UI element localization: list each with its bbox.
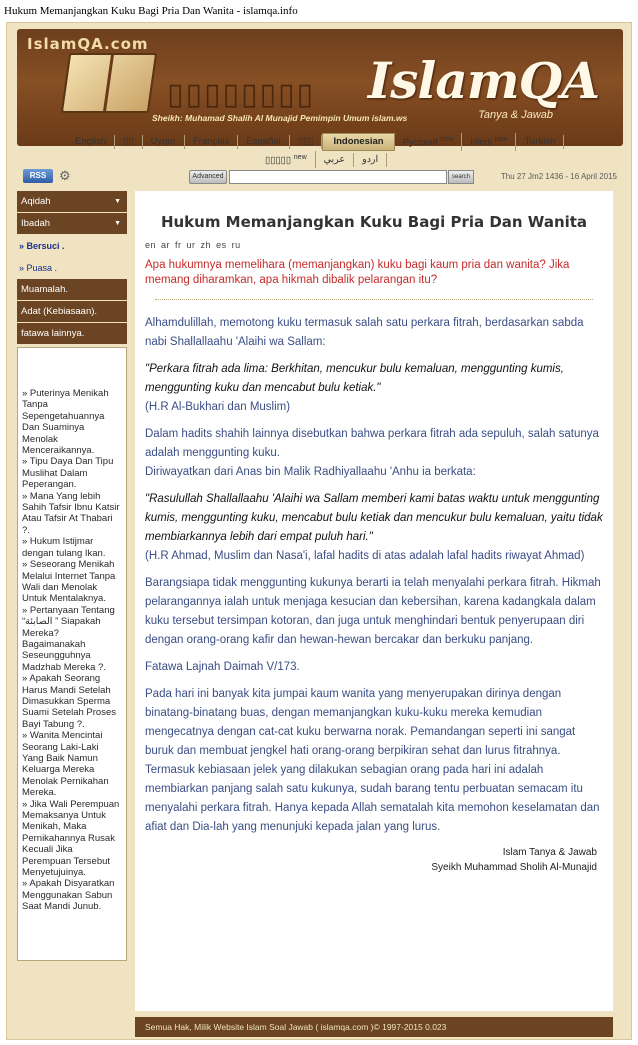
language-label: Español xyxy=(246,136,281,147)
related-questions-list xyxy=(17,347,127,961)
language-link[interactable] xyxy=(354,153,387,167)
language-link[interactable] xyxy=(67,135,115,149)
chevron-down-icon: ▼ xyxy=(114,198,121,205)
related-question-link[interactable]: » Hukum Istijmar dengan tulang Ikan. xyxy=(22,536,106,559)
sidebar-item-label: Ibadah xyxy=(21,218,51,229)
language-label: Русский xyxy=(402,137,438,149)
language-link[interactable] xyxy=(257,151,316,168)
related-question-link[interactable]: » Apakah Seorang Harus Mandi Setelah Dimasukkan Sperma Suami Setelah Proses Bayi Tabung ?. xyxy=(22,673,116,730)
hadith-source: (H.R Al-Bukhari dan Muslim) xyxy=(145,401,291,413)
site-name[interactable]: IslamQA.com xyxy=(27,35,149,53)
related-question-link[interactable]: » Mana Yang lebih Sahih Tafsir Ibnu Katsir Atau Tafsir At Thabari ?. xyxy=(22,490,120,536)
related-question-link[interactable]: » Jika Wali Perempuan Memaksanya Untuk Menikah, Maka Pernikahannya Rusak Kecuali Jika Perempuan Tersebut Menyetujuinya. xyxy=(22,798,120,879)
language-link[interactable] xyxy=(395,133,463,150)
quote-text: "Rasulullah Shallallaahu 'Alaihi wa Sallam memberi kami batas waktu untuk menggunting kumis, menggunting kuku, mencabut bulu ketiak dan mencukur bulu kemaluan, yaitu tidak membiarkannya lebih dari empat puluh hari." xyxy=(145,493,603,543)
lang-link-en[interactable]: en xyxy=(145,240,157,250)
lang-link-es[interactable]: es xyxy=(216,240,227,250)
language-link[interactable] xyxy=(462,133,516,150)
new-badge: new xyxy=(293,154,307,161)
language-label: Français xyxy=(192,136,230,147)
paragraph-text: Diriwayatkan dari Anas bin Malik Radhiyallaahu 'Anhu ia berkata: xyxy=(145,466,476,478)
sidebar-item-label: Aqidah xyxy=(21,196,51,207)
language-label: ▯▯▯▯▯ xyxy=(265,155,292,167)
answer-paragraph: Alhamdulillah, memotong kuku termasuk salah satu perkara fitrah, berdasarkan sabda nabi Shallallaahu 'Alaihi wa Sallam: xyxy=(145,317,584,348)
language-bar xyxy=(17,131,623,167)
quote-text: "Perkara fitrah ada lima: Berkhitan, mencukur bulu kemaluan, menggunting kumis, menggunting kuku dan mencabut bulu ketiak." xyxy=(145,363,564,394)
question-text: Apa hukumnya memelihara (memanjangkan) kuku bagi kaum pria dan wanita? Jika memang diharamkan, apa hikmah dibalik pelarangan itu? xyxy=(145,259,570,286)
sidebar-item-puasa[interactable]: » Puasa . xyxy=(17,257,127,279)
language-label: Uygur xyxy=(150,136,176,147)
related-question-link[interactable]: » Tipu Daya Dan Tipu Muslihat Dalam Peperangan. xyxy=(22,456,114,491)
article-language-links xyxy=(145,240,603,250)
article-content xyxy=(135,191,613,1011)
language-label: Hindi xyxy=(470,137,492,149)
language-label: Indonesian xyxy=(333,136,384,147)
lang-link-zh[interactable]: zh xyxy=(200,240,212,250)
related-question-link[interactable]: » Wanita Mencintai Seorang Laki-Laki Yang Baik Namun Keluarga Mereka Menolak Pernikahan Mereka. xyxy=(22,730,109,799)
rss-button[interactable]: RSS xyxy=(23,169,53,183)
paragraph-text: Dalam hadits shahih lainnya disebutkan bahwa perkara fitrah ada sepuluh, salah satunya adalah menggunting kuku. xyxy=(145,428,599,459)
islamqa-logo[interactable]: IslamQA xyxy=(367,51,599,110)
language-label: ▯▯▯ xyxy=(297,136,314,147)
divider xyxy=(155,299,593,300)
new-badge: new xyxy=(494,136,508,144)
tools-icon[interactable]: ⚙ xyxy=(59,168,71,183)
language-link[interactable] xyxy=(290,135,323,149)
lang-link-ru[interactable]: ru xyxy=(231,240,241,250)
related-question-link[interactable]: » Pertanyaan Tentang “الصابئة ” Siapakah Mereka? Bagaimanakah Seseungguhnya Madzhab Mereka ?. xyxy=(22,604,115,673)
answer-paragraph xyxy=(145,425,603,482)
language-label: English xyxy=(75,136,107,147)
lang-link-ur[interactable]: ur xyxy=(186,240,196,250)
search-input[interactable] xyxy=(229,170,447,184)
language-link[interactable] xyxy=(115,135,142,149)
language-link[interactable] xyxy=(185,135,238,149)
sidebar-item-fatawa[interactable]: fatawa lainnya. xyxy=(17,323,127,345)
search-toolbar xyxy=(17,167,623,187)
window-title: Hukum Memanjangkan Kuku Bagi Pria Dan Wanita - islamqa.info xyxy=(4,5,298,17)
arabic-calligraphy: ▯▯▯▯▯▯▯▯ xyxy=(167,77,316,112)
language-link[interactable] xyxy=(143,135,185,149)
new-badge: new xyxy=(440,136,454,144)
language-link[interactable] xyxy=(238,135,289,149)
sidebar-item-muamalah[interactable]: Muamalah. xyxy=(17,279,127,301)
signature-org: Islam Tanya & Jawab xyxy=(502,847,597,858)
language-link[interactable] xyxy=(316,153,354,167)
related-question-link[interactable]: » Puterinya Menikah Tanpa Sepengetahuannya Dan Suaminya Menolak Menceraikannya. xyxy=(22,388,109,457)
language-link[interactable] xyxy=(322,133,394,151)
page-frame xyxy=(6,22,632,1040)
advanced-search-button[interactable]: Advanced xyxy=(189,170,227,184)
search-button[interactable]: search xyxy=(448,170,474,184)
language-row-1 xyxy=(67,133,564,151)
date-display: Thu 27 Jm2 1436 - 16 April 2015 xyxy=(500,172,617,181)
signature-author: Syeikh Muhammad Sholih Al-Munajid xyxy=(431,862,597,873)
answer-text xyxy=(145,314,603,837)
hadith-quote xyxy=(145,490,603,566)
sidebar-item-aqidah[interactable] xyxy=(17,191,127,213)
logo-tagline: Tanya & Jawab xyxy=(478,109,553,121)
language-label: Turkish xyxy=(524,136,556,147)
related-question-link[interactable]: » Apakah Disyaratkan Menggunakan Sabun Saat Mandi Junub. xyxy=(22,878,115,913)
footer: Semua Hak, Milik Website Islam Soal Jawab ( islamqa.com )© 1997-2015 0.023 xyxy=(135,1017,613,1037)
sidebar xyxy=(17,191,127,961)
sidebar-item-adat[interactable]: Adat (Kebiasaan). xyxy=(17,301,127,323)
hadith-quote xyxy=(145,360,603,417)
lang-link-ar[interactable]: ar xyxy=(161,240,171,250)
answer-paragraph: Barangsiapa tidak menggunting kukunya berarti ia telah menyalahi perkara fitrah. Hikmah pelarangannya ialah untuk menjaga kesucian dan kebersihan, karena kadangkala dalam kuku tersebut tersimpan kotoran, dan juga untuk menghindari bentuk penyerupaan diri dengan orang-orang kafir dan hewan-hewan bercakar dan berkuku panjang. xyxy=(145,577,601,646)
language-link[interactable] xyxy=(516,135,564,149)
language-row-2 xyxy=(257,151,387,168)
chevron-down-icon: ▼ xyxy=(114,220,121,227)
article-title: Hukum Memanjangkan Kuku Bagi Pria Dan Wanita xyxy=(160,213,588,231)
signature xyxy=(145,845,603,875)
related-question-link[interactable]: » Seseorang Menikah Melalui Internet Tanpa Wali dan Menolak Untuk Mentalaknya. xyxy=(22,559,116,605)
sidebar-item-bersuci[interactable]: » Bersuci . xyxy=(17,235,127,257)
sidebar-item-ibadah[interactable] xyxy=(17,213,127,235)
lang-link-fr[interactable]: fr xyxy=(175,240,182,250)
hadith-source: (H.R Ahmad, Muslim dan Nasa'i, lafal hadits di atas adalah lafal hadits riwayat Ahmad) xyxy=(145,550,585,562)
sheikh-caption: Sheikh: Muhamad Shalih Al Munajid Pemimpin Umum islam.ws xyxy=(152,113,408,123)
language-label: اردو xyxy=(362,153,379,165)
language-label: ▯▯ xyxy=(123,136,134,147)
quran-book-icon xyxy=(61,53,157,113)
answer-paragraph: Pada hari ini banyak kita jumpai kaum wanita yang menyerupakan dirinya dengan binatang-binatang buas, dengan memanjangkan kuku-kuku mereka kemudian mengecatnya dengan cat-cat kuku berwarna norak. Pemandangan seperti ini sangat buruk dan membuat jengkel hati orang-orang berpikiran sehat dan lurus fitrahnya. Termasuk kebiasaan jelek yang dilakukan sebagian orang pada hari ini adalah membiarkan panjang salah satu kukunya, sudah barang tentu perbuatan semacam itu menyalahi perkara fitrah. Hanya kepada Allah sematalah kita memohon keselamatan dan afiat dan Dia-lah yang menunjuki kepada jalan yang lurus. xyxy=(145,688,600,833)
fatwa-reference: Fatawa Lajnah Daimah V/173. xyxy=(145,661,300,673)
footer-spacer xyxy=(17,1017,127,1037)
language-label: عربي xyxy=(323,153,346,165)
site-banner xyxy=(17,29,623,146)
